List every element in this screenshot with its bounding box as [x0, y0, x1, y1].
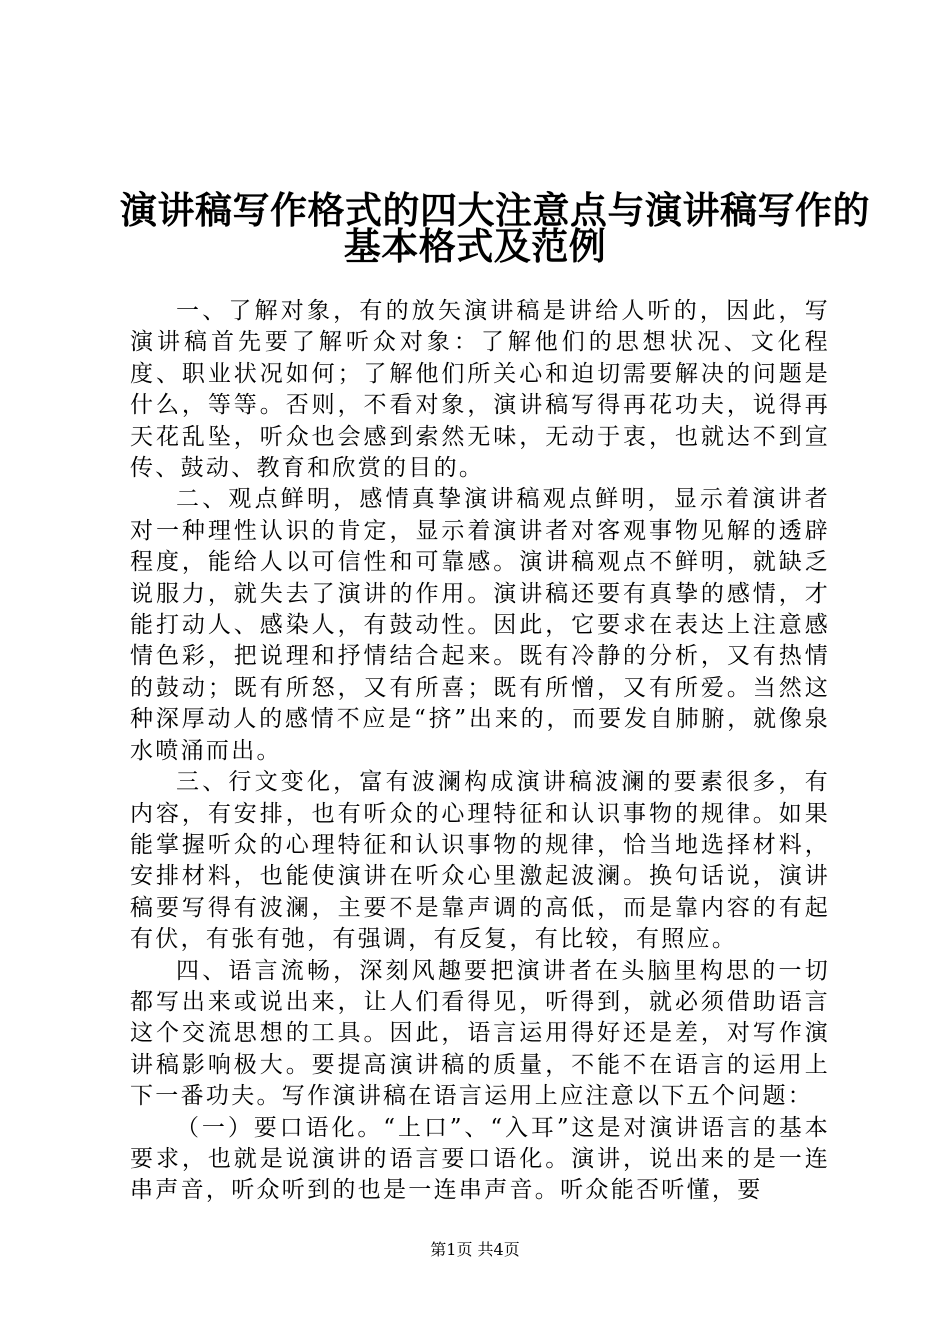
paragraph-5: （一）要口语化。“上口”、“入耳”这是对演讲语言的基本要求，也就是说演讲的语言要口语化。演讲，说出来的是一连串声音，听众听到的也是一连串声音。听众能否听懂，要	[130, 1114, 830, 1204]
document-title-line1: 演讲稿写作格式的四大注意点与演讲稿写作的	[120, 188, 870, 232]
page-number-footer: 第1页 共4页	[430, 1240, 520, 1259]
paragraph-4: 四、语言流畅，深刻风趣要把演讲者在头脑里构思的一切都写出来或说出来，让人们看得见，听得到，就必须借助语言这个交流思想的工具。因此，语言运用得好还是差，对写作演讲稿影响极大。要提高演讲稿的质量，不能不在语言的运用上下一番功夫。写作演讲稿在语言运用上应注意以下五个问题：	[130, 957, 830, 1110]
paragraph-2: 二、观点鲜明，感情真挚演讲稿观点鲜明，显示着演讲者对一种理性认识的肯定，显示着演讲者对客观事物见解的透辟程度，能给人以可信性和可靠感。演讲稿观点不鲜明，就缺乏说服力，就失去了演讲的作用。演讲稿还要有真挚的感情，才能打动人、感染人，有鼓动性。因此，它要求在表达上注意感情色彩，把说理和抒情结合起来。既有冷静的分析，又有热情的鼓动；既有所怒，又有所喜；既有所憎，又有所爱。当然这种深厚动人的感情不应是“挤”出来的，而要发自肺腑，就像泉水喷涌而出。	[130, 486, 830, 764]
document-body	[130, 296, 830, 1207]
document-title-line2: 基本格式及范例	[343, 224, 607, 268]
paragraph-3: 三、行文变化，富有波澜构成演讲稿波澜的要素很多，有内容，有安排，也有听众的心理特征和认识事物的规律。如果能掌握听众的心理特征和认识事物的规律，恰当地选择材料，安排材料，也能使演讲在听众心里激起波澜。换句话说，演讲稿要写得有波澜，主要不是靠声调的高低，而是靠内容的有起有伏，有张有弛，有强调，有反复，有比较，有照应。	[130, 769, 830, 953]
paragraph-1: 一、了解对象，有的放矢演讲稿是讲给人听的，因此，写演讲稿首先要了解听众对象：了解他们的思想状况、文化程度、职业状况如何；了解他们所关心和迫切需要解决的问题是什么，等等。否则，不看对象，演讲稿写得再花功夫，说得再天花乱坠，听众也会感到索然无味，无动于衷，也就达不到宣传、鼓动、教育和欣赏的目的。	[130, 298, 830, 482]
